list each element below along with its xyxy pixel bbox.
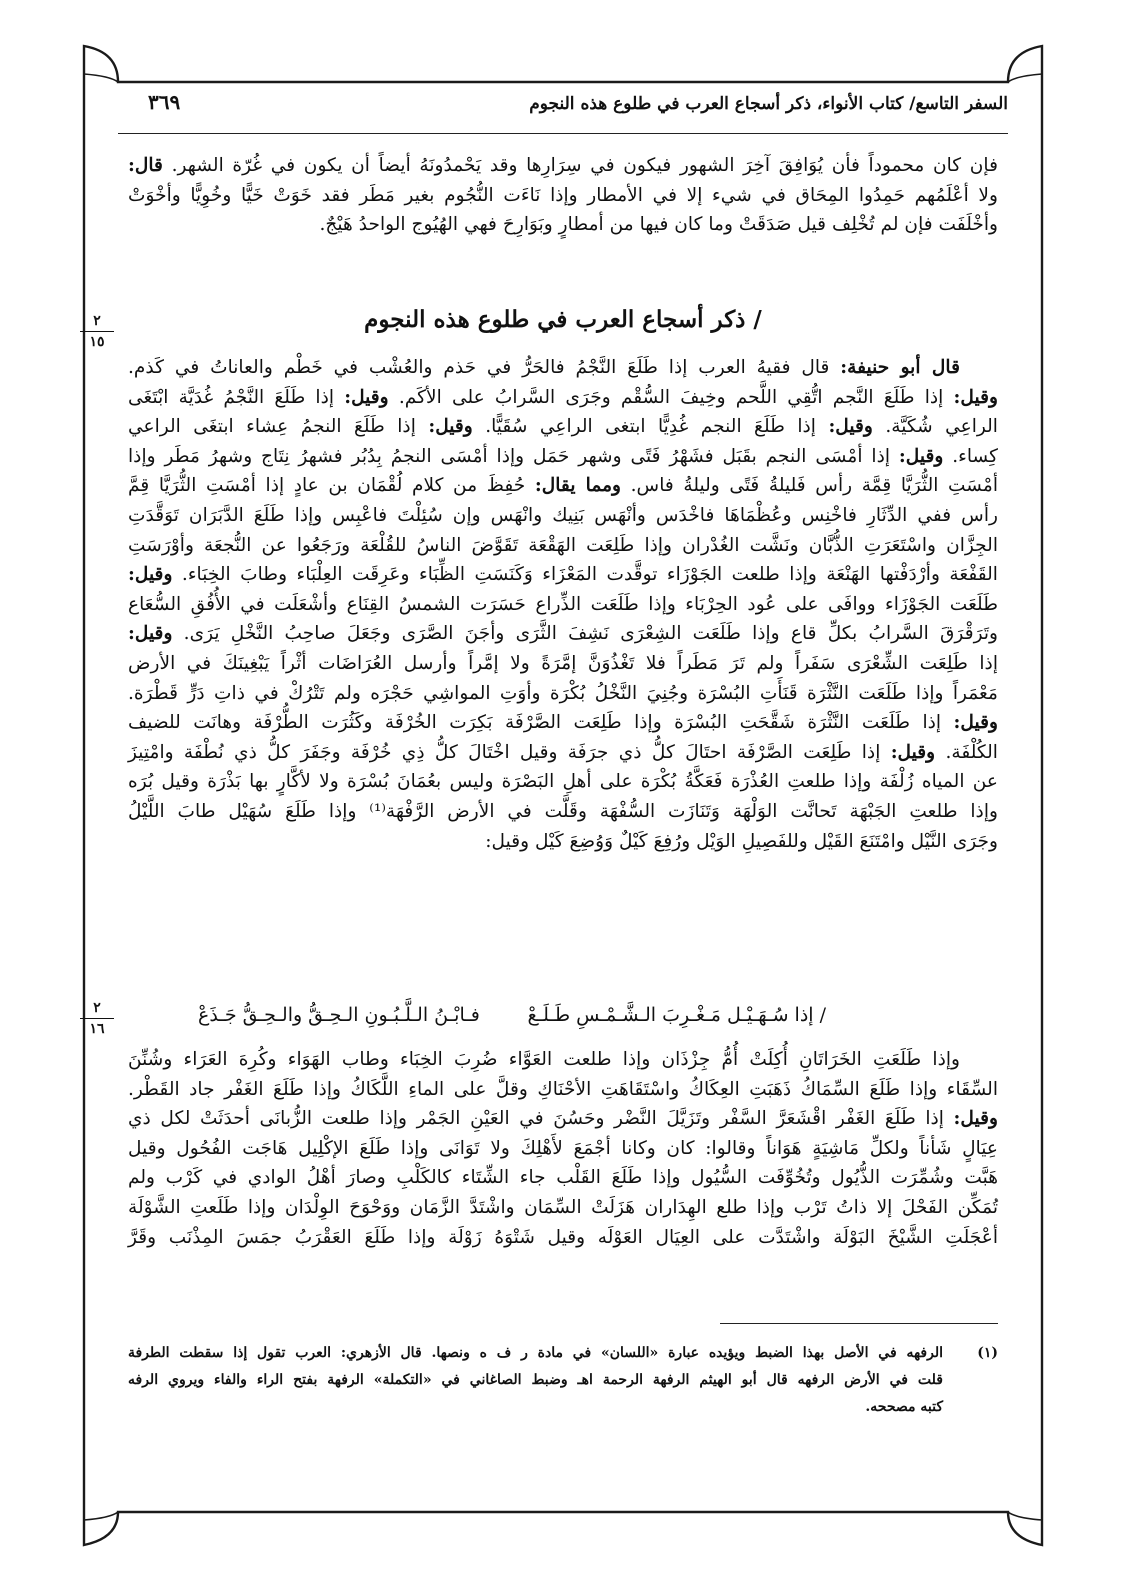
text-line: [128, 471, 998, 501]
margin-reference: [80, 313, 114, 350]
text-run: إذا طَلَعَ الغَفْر اقْشَعَرَّ السَّفْر وتَزَيَّلَ النَّضْر وحَسُنَ في العَيْنِ الجَمْر وإذا طلعت الزُّبانَى أحدَثَتْ لكل ذي: [128, 1108, 944, 1130]
speaker-label: وقيل:: [953, 1108, 998, 1130]
footnote-line: كتبه مصححه.: [865, 1399, 943, 1415]
text-line: أعْجَلَتِ الشَّيْخَ البَوْلَة واشْتَدَّت على العِيَال العَوْلَه وقيل شَتْوَهُ زَوْلَة وإذا طَلَعَ العَقْرَبُ جمَسَ المِذْنَب وقَرَّ: [128, 1226, 998, 1248]
text-run: إذا طَلَعَ النجمُ عِشاء ابتغَى الراعي: [128, 416, 416, 438]
margin-ref-bar: [80, 331, 114, 332]
footnote-line: الرفهه في الأصل بهذا الضبط ويؤيده عبارة «اللسان» في مادة ر ف ه ونصها. قال الأزهري: العرب تقول إذا سقطت الطرفة: [128, 1345, 943, 1361]
text-run: إذا طَلَعَ النَّجم اتُّقِي اللَّحم وخِيفَ السُّقْم وجَرَى السَّرابُ على الأكَم.: [398, 386, 944, 408]
poem-verse: [128, 1004, 966, 1026]
text-line: عِيَالٍ شَأناً ولكلِّ مَاشِيَةٍ هَوَاناً وقالوا: كان وكانا أجْمَعَ لأَهْلِكَ ولا تَوَانَى وإذا طَلَعَ الإكْلِيل هَاجَت الفُحُول وقيل: [128, 1137, 998, 1159]
poem-hemistich-second: فـابْـنُ الـلَّـبُـونِ الـحِـقُّ والـحِـقُّ جَـذَعْ: [198, 1004, 480, 1026]
text-line: [128, 738, 998, 768]
footnote-body: [128, 1340, 943, 1421]
margin-ref-page: ١٥: [89, 334, 105, 350]
text-line: طَلَعَت الجَوْزَاء ووافَى على عُود الحِرْبَاء وإذا طَلَعَت الذِّراع حَسَرَت الشمسُ القِنَاع وأشْعَلَت في الأُفُقِ السُّعَاع: [128, 593, 998, 615]
text-run: وتَرَقْرَقَ السَّرابُ بكلِّ قاع وإذا طَلَعَت الشِعْرَى نَشِفَ الثَّرَى وأجَنَ الصَّرَى وجَعَلَ صاحِبُ النَّخْلِ يَرَى.: [183, 623, 998, 645]
text-run: إذا طَلَعَت النَّثْرَة شَقَّحَتِ البُسْرَة وإذا طَلِعَت الصَّرْفَة بَكِرَت الخُرْفَة وكَثُرَت الطُّرْفَة وهانَت للضيف: [128, 712, 942, 734]
text-line: هَبَّت وشُمِّرَت الذُّيُول وتُخُوِّفَت السُّيُول وإذا طَلَعَ القَلْب جاء الشِّتَاء كالكَلْبِ وصارَ أهْلُ الوادي في كَرْب ولم: [128, 1167, 998, 1189]
text-line: وإذا طَلَعَتِ الخَرَاتَانِ أُكِلَتْ أُمُّ جِزْذَان وإذا طلعت العَوَّاء ضُرِبَ الخِبَاء وطاب الهَوَاء وكُرِهَ العَرَاء وشُنِّنَ: [128, 1049, 960, 1070]
section-heading: / ذكر أسجاع العرب في طلوع هذه النجوم: [364, 306, 762, 333]
text-line: وجَرَى النَّيْل وامْتَنَعَ القَيْل وللفَصِيلِ الوَيْل ورُفِعَ كَيْلٌ وَوُضِعَ كَيْل وقيل:: [485, 830, 998, 852]
text-run: حُفِظَ من كلام لُقْمَان بن عادٍ إذا أمْسَتِ الثُّرَيَّا قِمَّ: [128, 475, 526, 497]
text-line: [128, 383, 998, 413]
speaker-label: قال أبو حنيفة:: [840, 357, 960, 378]
speaker-label: وقيل:: [828, 416, 873, 438]
text-line: [128, 353, 998, 383]
text-line: [128, 412, 998, 442]
text-line: رأس ففي الدِّثَارِ فاخْنِس وعُظْمَاهَا فاخْدَس وأنْهَس بَنِيك وانْهَس وإن سُئِلْتَ فاعْبِس وإذا طَلَعَ الدَّبَرَان تَوَقَّدَتِ: [128, 504, 998, 526]
speaker-label: ومما يقال:: [534, 475, 622, 497]
text-line: وإذا طلعتِ الجَبْهَة تَحانَّت الوَلْهَة وَتَنَازَت السُّفْهَة وقَلَّت في الأرض الرَّفْهَة⁽¹⁾ وإذا طَلَعَ سُهَيْل طابَ اللَّيْلُ: [128, 800, 998, 822]
margin-ref-number: ٢: [93, 313, 101, 329]
text-line: ولا أعْلَمُهم حَمِدُوا المِحَاق في شيء إلا في الأمطار وإذا نَاءَت النُّجُوم بغير مَطَر فقد خَوَتْ خَيًّا وخُوِيًّا وأخْوَتْ: [128, 184, 998, 206]
text-run: فإن كان محموداً فأن يُوَافِقَ آخِرَ الشهور فيكون في سِرَارِها وقد يَحْمدُونَهُ أيضاً أن يكون في غُرّة الشهر.: [171, 155, 998, 176]
text-line: [128, 708, 998, 738]
text-line: [128, 1104, 998, 1134]
continuation-paragraph: [128, 1045, 998, 1252]
main-paragraph: [128, 353, 998, 856]
margin-ref-page: ١٦: [89, 1021, 105, 1037]
footnote-divider: [720, 1323, 998, 1324]
text-line: الجِزَّان واسْتَعَرَتِ الذُّبَّان ونَشَّت الغُدْران وإذا طَلِعَت الهَقْعَة تَقَوَّضَ الناسُ للقُلْعَة ورَجَعُوا عن النُّجعَة وأوْرَسَتِ: [128, 534, 998, 556]
text-run: كِساء.: [952, 445, 998, 467]
text-line: السِّقَاء وإذا طَلَعَ السِّمَاكُ ذَهَبَتِ العِكَاكُ واسْتَقَاهَتِ الأحْنَاكِ وقلَّ على الماءِ اللَّكَاكُ وإذا طَلَعَ الغَفْر جاد القَطْر.: [128, 1078, 998, 1100]
speaker-label: وقيل:: [128, 564, 173, 586]
text-run: قال فقيهُ العرب إذا طَلَعَ النَّجْمُ فالحَرُّ في حَذم والعُشْب في خَطْم والعاناتُ في كَذم.: [128, 357, 830, 378]
text-run: أمْسَتِ الثُّرَيَّا قِمَّة رأس فَليلةُ فَتًى وليلةُ فاس.: [630, 475, 998, 497]
speaker-label: وقيل:: [953, 386, 998, 408]
text-line: [128, 560, 998, 590]
text-run: إذا طَلَعَ النجم غُدِيًّا ابتغى الراعِي سُقَيًّا.: [485, 416, 816, 438]
poem-hemistich-first: / إذا سُـهَـيْـل مَـغْـرِبَ الـشَّـمْـسِ طَـلَـعْ: [527, 1004, 826, 1026]
text-run: الراعِي شُكَيَّة.: [885, 416, 998, 438]
speaker-label: وقيل:: [428, 416, 473, 438]
header-rule: [118, 133, 1008, 134]
speaker-label: وقيل:: [953, 712, 998, 734]
text-line: [128, 442, 998, 472]
text-line: [128, 619, 998, 649]
text-run: إذا طَلِعَت الصَّرْفَة احتَالَ كلُّ ذي جرَفَة وقيل اخْتَالَ كلُّ ذِي خُرْفَة وجَفَرَ كلُّ ذي نُطْفَة وامْتِيزَ: [128, 741, 881, 763]
text-run: الكُلْفَة.: [945, 741, 998, 763]
margin-ref-number: ٢: [93, 1000, 101, 1016]
margin-reference: [80, 1000, 114, 1037]
text-run: إذا أمْسَى النجم بقَبَل فشَهْرُ فَتًى وشهر حَمَل وإذا أمْسَى النجمُ بِدُبُر فشهرُ نِتَاج وشهرُ مَطَر وإذا: [128, 445, 891, 467]
text-line: وأخْلَفَت فإن لم تُخْلِف قيل صَدَقَتْ وما كان فيها من أمطارٍ وبَوَارِحَ فهي الهُيُوج الواحدُ هَيْجٌ.: [319, 214, 998, 236]
text-run: إذا طَلَعَ النَّجْمُ غُدَيَّة ابْتَغَى: [128, 386, 335, 408]
speaker-label: قال:: [128, 155, 163, 176]
page-header: [118, 90, 1008, 126]
footnote: [128, 1340, 998, 1421]
text-line: إذا طَلِعَت الشِّعْرَى سَفَراً ولم تَرَ مَطَراً فلا تَغْذُوَنَّ إمَّرَةً ولا إمَّراً وأرسل العُرَاضَات أثْراً يَبْغِينَكَ في الأرض: [128, 652, 998, 674]
speaker-label: وقيل:: [344, 386, 389, 408]
page-number: ٣٦٩: [148, 90, 181, 114]
speaker-label: وقيل:: [898, 445, 944, 467]
speaker-label: وقيل:: [128, 623, 173, 645]
footnote-line: قلت في الأرض الرفهه قال أبو الهيثم الرفهة الرحمة اهـ وضبط الصاغاني في «التكملة» الرفهة بفتح الراء والفاء ويروي الرفه: [128, 1372, 943, 1388]
text-line: تُمَكِّن الفَحْلَ إلا ذاتُ تَرْب وإذا طلع الهِدَاران هَزَلَتْ السِّمَان واشْتَدَّ الزَّمَان ووَحْوَحَ الوِلْدَان وإذا طَلَعتِ الشَّوْلَة: [128, 1196, 998, 1218]
text-line: [128, 151, 998, 181]
text-line: عن المياه زُلْفَة وإذا طلعتِ العُذْرَة فَعَكَّةُ بُكْرَة على أهلِ البَصْرَة وليس بعُمَانَ بُسْرَة ولا لأكَّارٍ بها بَذْرَة وقيل بُرَه: [128, 771, 998, 793]
running-title: السفر التاسع/ كتاب الأنواء، ذكر أسجاع العرب في طلوع هذه النجوم: [529, 94, 1008, 114]
margin-ref-bar: [80, 1018, 114, 1019]
text-line: مَعْمَراً وإذا طَلَعَت النَّثْرَة قَنَأَتِ البُسْرَة وجُنِيَ النَّخْلُ بُكْرَة وأوَتِ المواشِي حَجْرَه ولم تَتْرُكْ في ذاتِ دَرٍّ قَطْرَة.: [128, 682, 998, 704]
intro-paragraph: [128, 151, 998, 240]
text-run: القَفْعَة وأرْدَفْتها الهَنْعَة وإذا طلعت الجَوْزَاء توقَّدت المَعْزَاء وَكَنَسَتِ الظِّبَاء وعَرِقَت العِلْبَاء وطابَ الخِبَاء.: [181, 564, 998, 586]
speaker-label: وقيل:: [890, 741, 936, 763]
footnote-number: (١): [977, 1345, 998, 1361]
